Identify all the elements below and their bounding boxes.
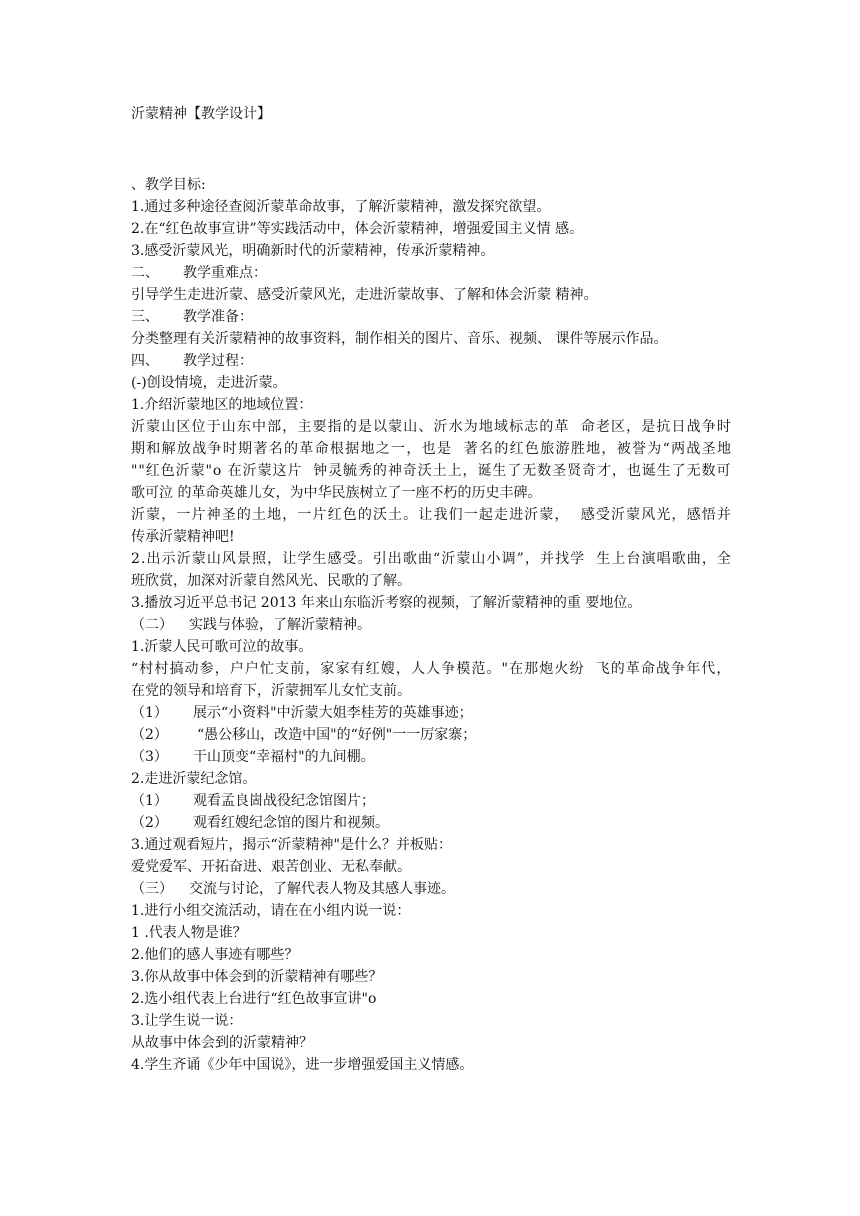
- list-number: （2）: [131, 727, 168, 743]
- part-2-item-3: 3.通过观看短片，揭示“沂蒙精神"是什么？并板贴：: [131, 837, 452, 853]
- list-item: [131, 790, 731, 812]
- section-3-number: 三、: [131, 309, 159, 325]
- part-1-item-3: 3.播放习近平总书记 2013 年来山东临沂考察的视频，了解沂蒙精神的重 要地位。: [131, 595, 642, 611]
- list-number: （1）: [131, 705, 168, 721]
- part-2-title: 实践与体验，了解沂蒙精神。: [189, 617, 371, 633]
- section-3-heading: [131, 306, 731, 328]
- spirit-summary: 爱党爱军、开拓奋进、艰苦创业、无私奉献。: [131, 859, 411, 875]
- list-text: 观看红嫂纪念馆的图片和视频。: [193, 815, 389, 831]
- part-3-number: （三）: [131, 881, 173, 897]
- paragraph-line: 沂 蒙 山 区 位 于 山 东 中 部 ， 主 要 指 的 是 以 蒙 山 、 沂 水 为 地 域 标 志 的 革 命 老 区 ， 是 抗 日 战 争 时: [131, 419, 731, 435]
- list-text: “愚公移山，改造中国"的“好例"一一厉家寨；: [197, 727, 477, 743]
- part-2-heading: [131, 614, 731, 636]
- section-1-heading: 、教学目标:: [131, 177, 206, 193]
- paragraph-line: 歌可泣 的革命英雄儿女，为中华民族树立了一座不朽的历史丰碑。: [131, 485, 542, 501]
- part-3-item-4: 4.学生齐诵《少年中国说》，进一步增强爱国主义情感。: [131, 1057, 474, 1073]
- section-4-number: 四、: [131, 353, 159, 369]
- list-item: [131, 812, 731, 834]
- objective-3: 3.感受沂蒙风光，明确新时代的沂蒙精神，传承沂蒙精神。: [131, 243, 495, 259]
- section-2-heading: [131, 262, 731, 284]
- paragraph-line: “ 村 村 搞 动 参 ， 户 户 忙 支 前 ， 家 家 有 红 嫂 ， 人 人 争 模 范 。 " 在 那 炮 火 纷 飞 的 革 命 战 争 年 代 ，: [131, 661, 731, 677]
- section-2-text: 引导学生走进沂蒙、感受沂蒙风光，走进沂蒙故事、了解和体会沂蒙 精神。: [131, 287, 598, 303]
- part-3-item-3-text: 从故事中体会到的沂蒙精神？: [131, 1035, 313, 1051]
- document-title: 沂蒙精神【教学设计】: [131, 106, 271, 122]
- paragraph-line: 传承沂蒙精神吧!: [131, 529, 235, 545]
- part-3-title: 交流与讨论，了解代表人物及其感人事迹。: [189, 881, 455, 897]
- list-number: （2）: [131, 815, 168, 831]
- part-3-item-1: 1.进行小组交流活动，请在在小组内说一说：: [131, 903, 411, 919]
- paragraph-line: 2 . 出 示 沂 蒙 山 风 景 照 ， 让 学 生 感 受 。 引 出 歌 曲 “ 沂 蒙 山 小 调 ” ， 并 找 学 生 上 台 演 唱 歌 曲 ， 全: [131, 551, 731, 567]
- list-text: 展示“小资料"中沂蒙大姐李桂芳的英雄事迹；: [193, 705, 473, 721]
- section-4-heading: [131, 350, 731, 372]
- part-2-item-2: 2.走进沂蒙纪念馆。: [131, 771, 257, 787]
- section-2-number: 二、: [131, 265, 159, 281]
- list-item: [131, 724, 731, 746]
- part-2-item-1: 1.沂蒙人民可歌可泣的故事。: [131, 639, 313, 655]
- section-3-title: 教学准备：: [183, 309, 253, 325]
- question-3: 3.你从故事中体会到的沂蒙精神有哪些？: [131, 969, 383, 985]
- objective-1: 1.通过多种途径查阅沂蒙革命故事，了解沂蒙精神，激发探究欲望。: [131, 199, 551, 215]
- list-item: [131, 702, 731, 724]
- question-1: 1 .代表人物是谁？: [131, 925, 247, 941]
- document-body: [131, 174, 731, 1076]
- section-3-text: 分类整理有关沂蒙精神的故事资料，制作相关的图片、音乐、视频、 课件等展示作品。: [131, 331, 668, 347]
- section-2-title: 教学重难点：: [183, 265, 267, 281]
- part-2-number: （二）: [131, 617, 173, 633]
- list-text: 干山顶变“幸福村"的九间棚。: [193, 749, 375, 765]
- paragraph-line: 在党的领导和培育下，沂蒙拥军儿女忙支前。: [131, 683, 411, 699]
- paragraph-line: " " 红 色 沂 蒙 " o 在 沂 蒙 这 片 钟 灵 毓 秀 的 神 奇 沃 土 上 ， 诞 生 了 无 数 圣 贤 奇 才 ， 也 诞 生 了 无 数 可: [131, 463, 731, 479]
- list-item: [131, 746, 731, 768]
- part-3-item-3: 3.让学生说一说：: [131, 1013, 243, 1029]
- part-1-item-1: 1.介绍沂蒙地区的地域位置：: [131, 397, 313, 413]
- list-number: （3）: [131, 749, 168, 765]
- section-4-title: 教学过程：: [183, 353, 253, 369]
- objective-2: 2.在“红色故事宣讲”等实践活动中，体会沂蒙精神，增强爱国主义情 感。: [131, 221, 584, 237]
- part-1-heading: (-)创设情境，走进沂蒙。: [131, 375, 287, 391]
- list-text: 观看孟良崮战役纪念馆图片；: [193, 793, 375, 809]
- paragraph-line: 班欣赏，加深对沂蒙自然风光、民歌的了解。: [131, 573, 411, 589]
- paragraph-line: 沂 蒙 ， 一 片 神 圣 的 土 地 ， 一 片 红 色 的 沃 土 。 让 我 们 一 起 走 进 沂 蒙 ， 感 受 沂 蒙 风 光 ， 感 悟 并: [131, 507, 731, 523]
- list-number: （1）: [131, 793, 168, 809]
- paragraph-line: 期 和 解 放 战 争 时 期 著 名 的 革 命 根 据 地 之 一 ， 也 是 著 名 的 红 色 旅 游 胜 地 ， 被 誉 为 “ 两 战 圣 地: [131, 441, 731, 457]
- part-3-heading: [131, 878, 731, 900]
- part-3-item-2: 2.选小组代表上台进行“红色故事宣讲"o: [131, 991, 377, 1007]
- question-2: 2.他们的感人事迹有哪些？: [131, 947, 299, 963]
